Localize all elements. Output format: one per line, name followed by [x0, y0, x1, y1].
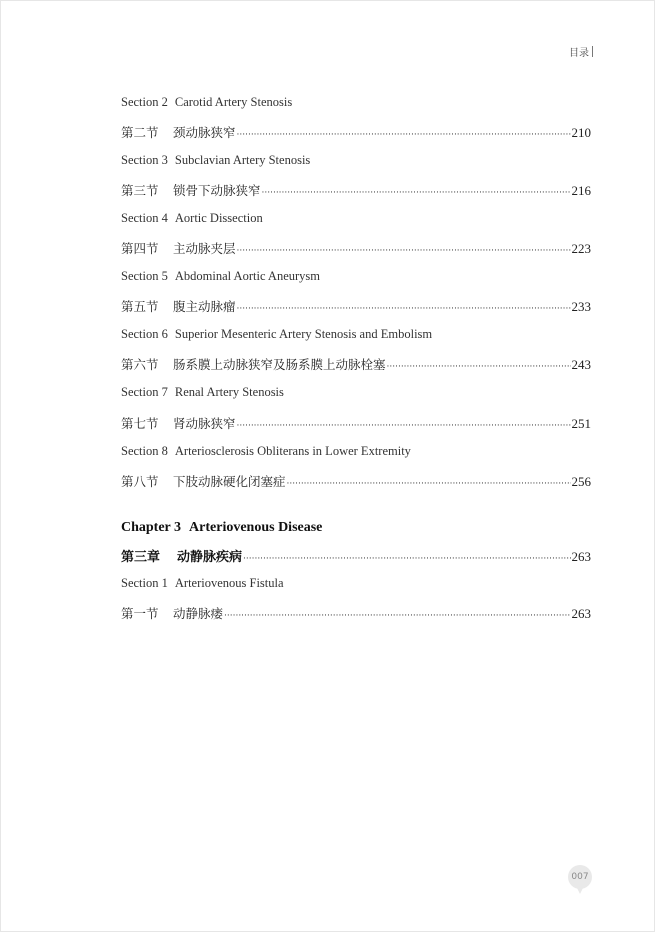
dot-leader	[287, 479, 571, 489]
page-number: 251	[571, 416, 591, 431]
section-number-zh: 第二节	[121, 125, 159, 140]
section-title-zh: 颈动脉狭窄	[173, 125, 236, 140]
section-title-en: Arteriosclerosis Obliterans in Lower Extremity	[174, 444, 411, 458]
toc-entry-en	[121, 153, 591, 173]
toc-entry-zh[interactable]	[121, 239, 591, 259]
toc-entry-en	[121, 95, 591, 115]
page-number: 263	[571, 606, 591, 621]
chapter-number-zh: 第三章	[121, 550, 161, 565]
page-number: 263	[571, 549, 591, 564]
toc-entry-zh[interactable]	[121, 604, 591, 624]
chapter-title-en: Arteriovenous Disease	[189, 520, 323, 535]
dot-leader	[237, 304, 571, 314]
page-folio-badge	[568, 865, 592, 889]
section-number-en: Section 1	[121, 576, 168, 590]
toc-entry-zh[interactable]	[121, 181, 591, 201]
section-title-zh: 下肢动脉硬化闭塞症	[173, 474, 286, 489]
section-title-zh: 肠系膜上动脉狭窄及肠系膜上动脉栓塞	[173, 357, 386, 372]
running-head	[569, 44, 593, 59]
toc-entry-zh[interactable]	[121, 123, 591, 143]
section-title-zh: 主动脉夹层	[173, 241, 236, 256]
toc-entry-zh[interactable]	[121, 414, 591, 434]
section-number-en: Section 8	[121, 444, 168, 458]
section-title-en: Arteriovenous Fistula	[174, 576, 284, 590]
section-title-en: Superior Mesenteric Artery Stenosis and Embolism	[174, 327, 433, 341]
toc-entry-zh[interactable]	[121, 297, 591, 317]
toc-entry-zh[interactable]	[121, 355, 591, 375]
chapter-number-en: Chapter 3	[121, 520, 182, 535]
dot-leader	[237, 421, 571, 431]
section-number-zh: 第四节	[121, 241, 159, 256]
page-number: 223	[571, 241, 591, 256]
page-number: 256	[571, 474, 591, 489]
section-title-en: Abdominal Aortic Aneurysm	[174, 269, 320, 283]
toc-entry-en	[121, 444, 591, 464]
running-head-text: 目录	[569, 48, 589, 59]
toc-entry-en	[121, 269, 591, 289]
page-number: 233	[571, 299, 591, 314]
dot-leader	[387, 362, 571, 372]
section-title-en: Carotid Artery Stenosis	[174, 95, 293, 109]
section-number-zh: 第三节	[121, 183, 159, 198]
section-number-zh: 第六节	[121, 357, 159, 372]
section-title-zh: 肾动脉狭窄	[173, 416, 236, 431]
section-number-en: Section 7	[121, 385, 168, 399]
page-number: 210	[571, 125, 591, 140]
section-number-en: Section 6	[121, 327, 168, 341]
folio-number: 007	[571, 872, 589, 882]
section-number-en: Section 2	[121, 95, 168, 109]
section-number-en: Section 3	[121, 153, 168, 167]
toc-entry-en	[121, 211, 591, 231]
dot-leader	[237, 246, 571, 256]
page-number: 243	[571, 357, 591, 372]
section-title-en: Renal Artery Stenosis	[174, 385, 284, 399]
section-title-en: Subclavian Artery Stenosis	[174, 153, 311, 167]
page-number: 216	[571, 183, 591, 198]
section-number-zh: 第七节	[121, 416, 159, 431]
section-number-zh: 第五节	[121, 299, 159, 314]
toc-entry-en	[121, 385, 591, 405]
section-title-zh: 锁骨下动脉狭窄	[173, 183, 261, 198]
toc-entry-zh[interactable]	[121, 472, 591, 492]
section-title-en: Aortic Dissection	[174, 211, 263, 225]
chapter-heading-en	[121, 520, 591, 540]
chapter-heading-zh[interactable]	[121, 546, 591, 566]
section-number-en: Section 5	[121, 269, 168, 283]
dot-leader	[237, 130, 571, 140]
section-number-en: Section 4	[121, 211, 168, 225]
dot-leader	[243, 554, 570, 564]
section-number-zh: 第一节	[121, 606, 159, 621]
toc-entry-en	[121, 327, 591, 347]
section-title-zh: 腹主动脉瘤	[173, 299, 236, 314]
section-number-zh: 第八节	[121, 474, 159, 489]
running-head-bar	[592, 46, 593, 57]
dot-leader	[262, 188, 571, 198]
chapter-title-zh: 动静脉疾病	[177, 550, 243, 565]
toc-entry-en	[121, 576, 591, 596]
dot-leader	[224, 611, 570, 621]
section-title-zh: 动静脉瘘	[173, 606, 224, 621]
